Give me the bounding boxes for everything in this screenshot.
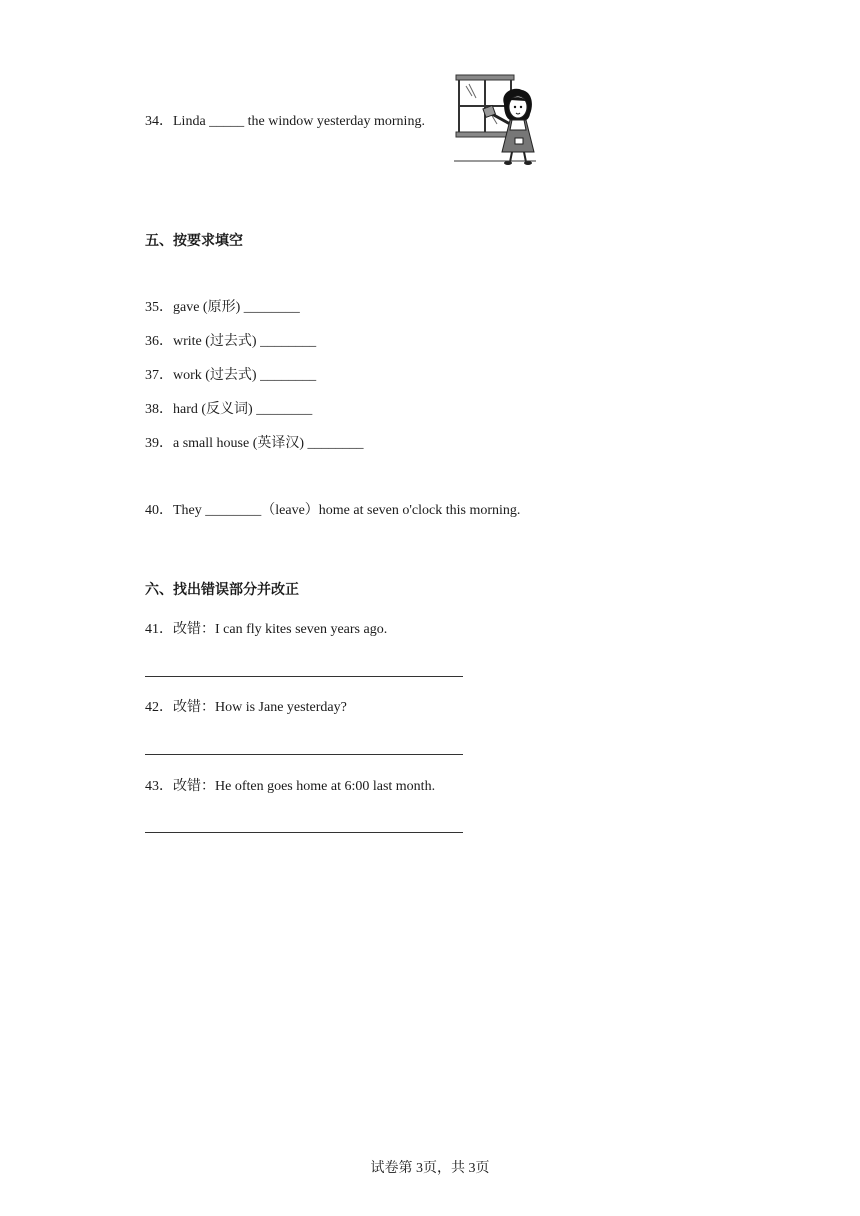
section-6-title: 六、找出错误部分并改正 bbox=[145, 582, 299, 598]
question-37: 37．work (过去式) ________ bbox=[145, 368, 317, 383]
question-35: 35．gave (原形) ________ bbox=[145, 300, 300, 315]
answer-line-43[interactable] bbox=[145, 832, 463, 833]
answer-line-42[interactable] bbox=[145, 754, 463, 755]
question-38: 38．hard (反义词) ________ bbox=[145, 402, 313, 417]
section-5-title: 五、按要求填空 bbox=[145, 233, 243, 249]
answer-line-41[interactable] bbox=[145, 676, 463, 677]
question-43: 43．改错：He often goes home at 6:00 last month. bbox=[145, 779, 436, 794]
page-footer: 试卷第 3页，共 3页 bbox=[370, 1161, 490, 1176]
question-39: 39．a small house (英译汉) ________ bbox=[145, 436, 364, 451]
question-40: 40．They ________（leave）home at seven o'clock this morning. bbox=[145, 503, 521, 518]
question-34-text: 34．Linda _____ the window yesterday morning. bbox=[145, 114, 425, 129]
girl-cleaning-window-illustration bbox=[452, 74, 542, 168]
question-36: 36．write (过去式) ________ bbox=[145, 334, 317, 349]
question-41: 41．改错：I can fly kites seven years ago. bbox=[145, 622, 388, 637]
question-42: 42．改错：How is Jane yesterday? bbox=[145, 700, 347, 715]
